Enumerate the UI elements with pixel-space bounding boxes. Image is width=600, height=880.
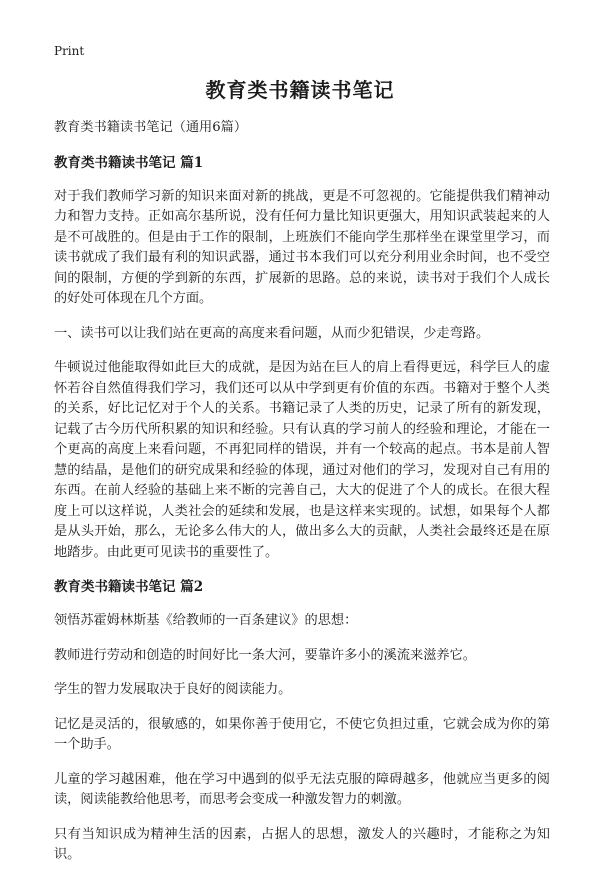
paragraph: 记忆是灵活的，很敏感的，如果你善于使用它，不使它负担过重，它就会成为你的第一个助手。	[54, 716, 550, 752]
paragraph: 领悟苏霍姆林斯基《给教师的一百条建议》的思想：	[54, 613, 358, 628]
section-heading-2: 教育类书籍读书笔记 篇2	[54, 579, 204, 595]
paragraph: 牛顿说过他能取得如此巨大的成就，是因为站在巨人的肩上看得更远，科学巨人的虚怀若谷自然值得我们学习，我们还可以从中学到更有价值的东西。书籍对于整个人类的关系，好比记忆对于个人的关系。书籍记录了人类的历史，记录了所有的新发现，记载了古今历代所积累的知识和经验。只有认真的学习前人的经验和理论，才能在一个更高的高度上来看问题，不再犯同样的错误，并有一个较高的起点。书本是前人智慧的结晶，是他们的研究成果和经验的体现，通过对他们的学习，发现对自己有用的东西。在前人经验的基础上来不断的完善自己，大大的促进了个人的成长。在很大程度上可以这样说，人类社会的延续和发展，也是这样来实现的。试想，如果每个人都是从头开始，那么，无论多么伟大的人，做出多么大的贡献，人类社会最终还是在原地踏步。由此更可见读书的重要性了。	[54, 360, 550, 560]
paragraph: 教师进行劳动和创造的时间好比一条大河，要靠许多小的溪流来滋养它。	[54, 647, 476, 663]
print-link[interactable]: Print	[54, 44, 85, 58]
document-body	[54, 118, 550, 880]
paragraph: 一、读书可以让我们站在更高的高度来看问题，从而少犯错误，少走弯路。	[54, 325, 490, 341]
paragraph: 儿童的学习越困难，他在学习中遇到的似乎无法克服的障碍越多，他就应当更多的阅读，阅读能教给他思考，而思考会变成一种激发智力的刺激。	[54, 771, 550, 807]
paragraph: 学生的智力发展取决于良好的阅读能力。	[54, 682, 292, 697]
section-heading-1: 教育类书籍读书笔记 篇1	[54, 154, 204, 171]
document-subtitle: 教育类书籍读书笔记（通用6篇）	[54, 120, 248, 135]
paragraph: 只有当知识成为精神生活的因素，占据人的思想，激发人的兴趣时，才能称之为知识。	[54, 826, 550, 862]
paragraph: 对于我们教师学习新的知识来面对新的挑战，更是不可忽视的。它能提供我们精神动力和智力支持。正如高尔基所说，没有任何力量比知识更强大，用知识武装起来的人是不可战胜的。但是由于工作的限制，上班族们不能向学生那样坐在课堂里学习，而读书就成了我们最有利的知识武器，通过书本我们可以充分利用业余时间，也不受空间的限制，方便的学到新的东西，扩展新的思路。总的来说，读书对于我们个人成长的好处可体现在几个方面。	[54, 188, 550, 306]
page-title: 教育类书籍读书笔记	[205, 78, 395, 102]
